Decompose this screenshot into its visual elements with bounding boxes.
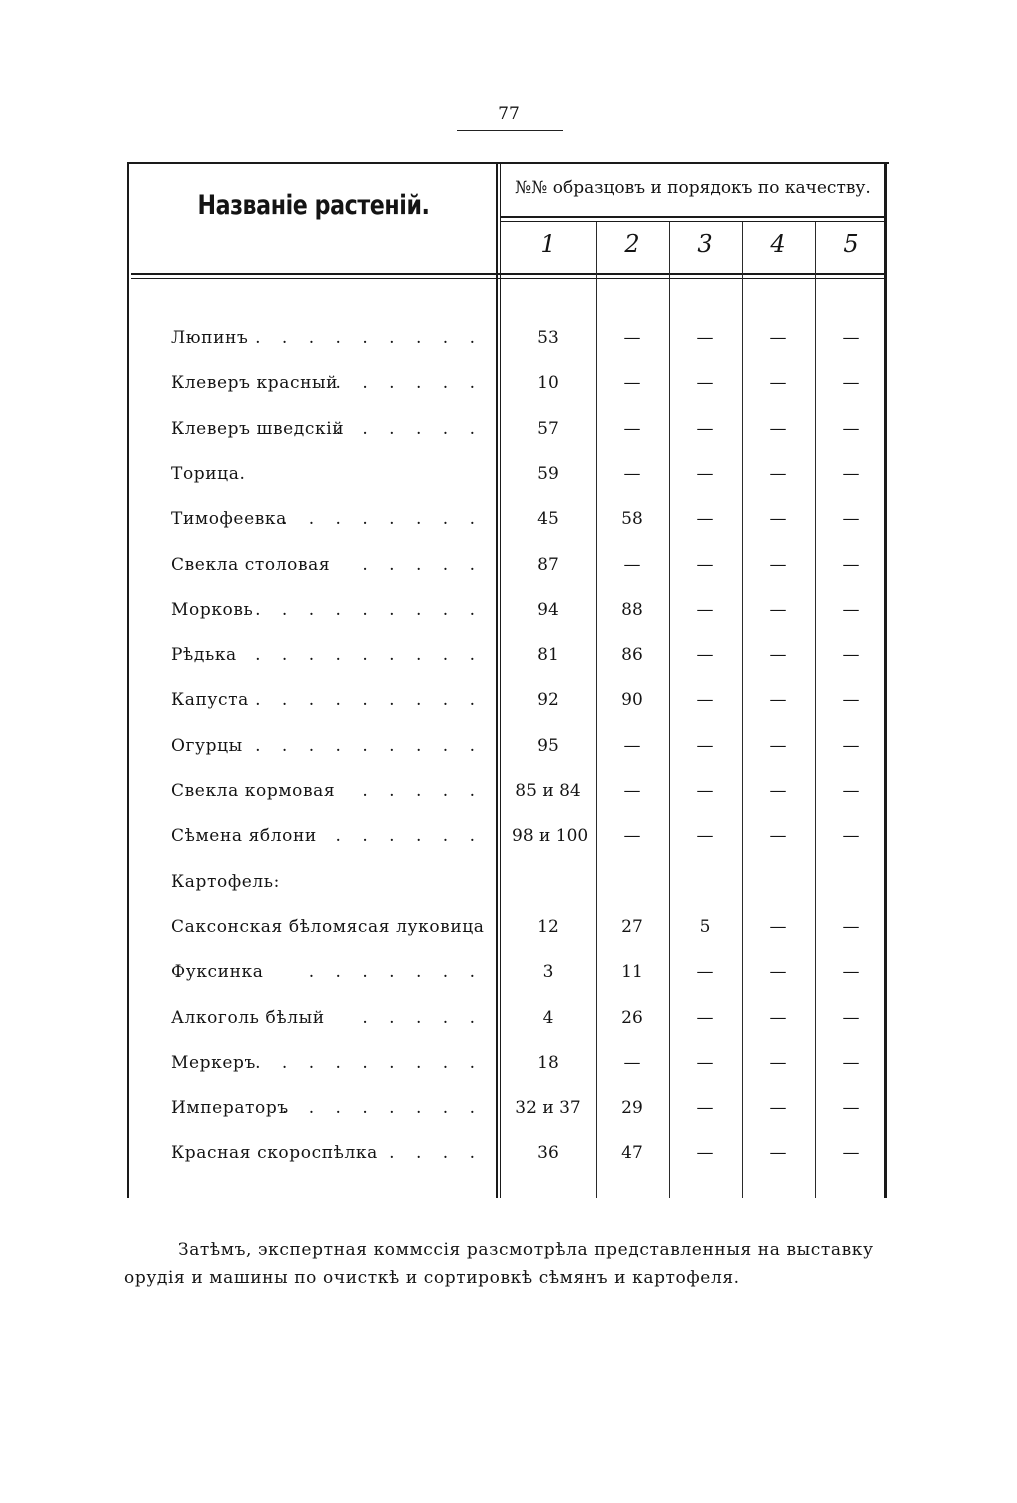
sample-cell-3: —	[696, 373, 714, 394]
sample-cell-5: —	[842, 599, 860, 620]
column-number-1: 1	[540, 230, 556, 258]
sample-cell-3: —	[696, 1143, 714, 1164]
table-row	[127, 555, 889, 585]
plant-name	[171, 736, 489, 756]
plant-name	[171, 1098, 489, 1118]
sample-cell-2: 26	[621, 1007, 643, 1028]
plant-name	[171, 373, 489, 393]
sample-cell-1: 12	[537, 916, 559, 937]
table-row	[127, 328, 889, 358]
leader-dots: . . . . . . .	[308, 962, 483, 983]
plant-name-text: Сѣмена яблони	[171, 826, 317, 847]
plant-name-text: Картофель:	[171, 871, 280, 892]
sample-cell-4: —	[769, 509, 787, 530]
leader-dots: . . . . . . . . .	[255, 735, 483, 756]
sample-cell-5: —	[842, 690, 860, 711]
plant-name-text: Торица.	[171, 463, 246, 484]
plant-name	[171, 872, 489, 892]
plant-name	[171, 690, 489, 710]
plant-name-text: Фуксинка	[171, 962, 264, 983]
sample-cell-3: —	[696, 690, 714, 711]
table-row	[127, 1008, 889, 1038]
sample-cell-3: —	[696, 1098, 714, 1119]
sample-cell-1: 10	[537, 373, 559, 394]
header-rule	[131, 273, 884, 275]
table-row	[127, 373, 889, 403]
plant-name-text: Меркеръ	[171, 1052, 256, 1073]
sample-cell-1: 59	[537, 463, 559, 484]
sample-cell-2: 88	[621, 599, 643, 620]
plants-table	[127, 162, 889, 1198]
leader-dots: . . . . . . . .	[281, 1098, 483, 1119]
sample-cell-2: 11	[621, 962, 643, 983]
sample-cell-3: —	[696, 826, 714, 847]
sample-cell-2: —	[623, 735, 641, 756]
table-row	[127, 464, 889, 494]
sample-cell-4: —	[769, 463, 787, 484]
plant-name	[171, 781, 489, 801]
sample-cell-4: —	[769, 554, 787, 575]
sample-cell-3: —	[696, 554, 714, 575]
sample-cell-5: —	[842, 1052, 860, 1073]
plant-name	[171, 464, 489, 484]
sample-cell-5: —	[842, 418, 860, 439]
sample-cell-3: —	[696, 509, 714, 530]
page-number: 77	[498, 104, 520, 124]
sample-cell-2: —	[623, 1052, 641, 1073]
sample-cell-1: 95	[537, 735, 559, 756]
plant-name-text: Огурцы	[171, 735, 243, 756]
leader-dots: . . . . . . . . .	[255, 645, 483, 666]
sample-cell-2: —	[623, 328, 641, 348]
leader-dots: . . . . .	[362, 554, 483, 575]
table-border-right	[884, 162, 887, 1198]
sample-cell-5: —	[842, 1098, 860, 1119]
sample-cell-1: 53	[537, 328, 559, 348]
samples-header: №№ образцовъ и порядокъ по качеству.	[515, 178, 871, 198]
table-row	[127, 509, 889, 539]
sample-cell-4: —	[769, 328, 787, 348]
plant-name	[171, 826, 489, 846]
plant-name	[171, 509, 489, 529]
sample-cell-2: 47	[621, 1143, 643, 1164]
sample-cell-3: —	[696, 1052, 714, 1073]
sample-cell-4: —	[769, 781, 787, 801]
sample-cell-4: —	[769, 1007, 787, 1028]
plant-name	[171, 645, 489, 665]
plant-name-text: Алкоголь бѣлый	[171, 1007, 325, 1028]
plant-name-text: Саксонская бѣломясая луковица	[171, 916, 485, 937]
table-row	[127, 645, 889, 675]
leader-dots: . . . .	[389, 1143, 483, 1164]
sample-cell-1: 3	[542, 962, 554, 983]
leader-dots: . . . . . .	[335, 418, 483, 439]
table-row	[127, 1053, 889, 1083]
table-border-left	[127, 162, 129, 1198]
sample-cell-2: 29	[621, 1098, 643, 1119]
sample-cell-2: —	[623, 418, 641, 439]
sample-cell-4: —	[769, 373, 787, 394]
page-number-rule	[457, 130, 563, 131]
sample-cell-2: 90	[621, 690, 643, 711]
plant-name	[171, 1008, 489, 1028]
sample-cell-4: —	[769, 690, 787, 711]
leader-dots: . . . . . . . .	[281, 509, 483, 530]
table-row	[127, 872, 889, 902]
leader-dots: . . . . .	[362, 1007, 483, 1028]
sample-cell-3: —	[696, 328, 714, 348]
sample-cell-2: —	[623, 554, 641, 575]
sample-cell-5: —	[842, 916, 860, 937]
sample-cell-3: —	[696, 1007, 714, 1028]
plant-name	[171, 1053, 489, 1073]
sample-cell-5: —	[842, 463, 860, 484]
sample-cell-1: 92	[537, 690, 559, 711]
leader-dots: . . . . . .	[335, 826, 483, 847]
sample-cell-3: —	[696, 645, 714, 666]
sample-cell-1: 87	[537, 554, 559, 575]
plant-name	[171, 328, 489, 348]
sample-cell-3: —	[696, 418, 714, 439]
header-rule-secondary	[131, 278, 884, 279]
sample-cell-5: —	[842, 735, 860, 756]
sample-cell-2: —	[623, 373, 641, 394]
table-border-top	[127, 162, 889, 164]
column-number-4: 4	[770, 230, 786, 258]
sample-cell-5: —	[842, 826, 860, 847]
sample-cell-4: —	[769, 1143, 787, 1164]
table-row	[127, 781, 889, 811]
sample-cell-5: —	[842, 509, 860, 530]
sample-cell-1: 94	[537, 599, 559, 620]
table-row	[127, 419, 889, 449]
plant-name-text: Клеверъ красный	[171, 373, 339, 394]
plant-name-text: Красная скороспѣлка	[171, 1143, 378, 1164]
table-row	[127, 1098, 889, 1128]
sample-cell-4: —	[769, 962, 787, 983]
plant-name-text: Рѣдька	[171, 645, 237, 666]
leader-dots: . . . . . . . . .	[255, 599, 483, 620]
plant-name-text: Клеверъ шведскій	[171, 418, 345, 439]
samples-header-rule-secondary	[501, 221, 884, 222]
plant-name-text: Люпинъ	[171, 328, 249, 348]
sample-cell-5: —	[842, 554, 860, 575]
plant-name	[171, 555, 489, 575]
plant-name-header: Названіе растеній.	[197, 190, 430, 221]
sample-cell-1: 4	[542, 1007, 554, 1028]
column-number-2: 2	[624, 230, 640, 258]
table-row	[127, 1143, 889, 1173]
sample-cell-1: 45	[537, 509, 559, 530]
sample-cell-1: 18	[537, 1052, 559, 1073]
plant-name	[171, 962, 489, 982]
name-column-rule	[496, 164, 498, 1198]
sample-cell-3: —	[696, 962, 714, 983]
sample-cell-4: —	[769, 1098, 787, 1119]
plant-name-text: Свекла кормовая	[171, 781, 336, 801]
plant-name-text: Свекла столовая	[171, 554, 331, 575]
sample-cell-2: 58	[621, 509, 643, 530]
leader-dots: . . . . . . . . .	[255, 690, 483, 711]
table-row	[127, 690, 889, 720]
sample-cell-5: —	[842, 1143, 860, 1164]
column-number-5: 5	[843, 230, 859, 258]
sample-cell-5: —	[842, 781, 860, 801]
name-column-rule-secondary	[500, 164, 501, 1198]
leader-dots: . . . . . .	[335, 373, 483, 394]
sample-cell-1: 36	[537, 1143, 559, 1164]
leader-dots: . . . . .	[362, 781, 483, 801]
sample-cell-4: —	[769, 1052, 787, 1073]
sample-cell-4: —	[769, 599, 787, 620]
samples-header-rule	[501, 216, 884, 218]
footer-line-1: Затѣмъ, экспертная коммссія разсмотрѣла представленныя на выставку	[178, 1240, 874, 1260]
plant-name-text: Капуста	[171, 690, 249, 711]
footer-line-2: орудія и машины по очисткѣ и сортировкѣ сѣмянъ и картофеля.	[124, 1268, 740, 1288]
plant-name-text: Тимофеевка	[171, 509, 287, 530]
sample-cell-2: 27	[621, 916, 643, 937]
sample-cell-5: —	[842, 328, 860, 348]
plant-name	[171, 1143, 489, 1163]
footer-paragraph	[124, 1236, 882, 1292]
table-row	[127, 962, 889, 992]
table-row	[127, 600, 889, 630]
table-row	[127, 917, 889, 947]
sample-cell-5: —	[842, 962, 860, 983]
sample-cell-1: 32 и 37	[515, 1098, 581, 1119]
sample-cell-3: —	[696, 781, 714, 801]
sample-cell-3: 5	[699, 916, 711, 937]
sample-cell-5: —	[842, 1007, 860, 1028]
plant-name	[171, 419, 489, 439]
sample-cell-4: —	[769, 735, 787, 756]
sample-cell-1: 57	[537, 418, 559, 439]
sample-cell-4: —	[769, 826, 787, 847]
table-row	[127, 826, 889, 856]
sample-cell-3: —	[696, 735, 714, 756]
leader-dots: . . . . . . . . .	[255, 328, 483, 348]
sample-cell-4: —	[769, 916, 787, 937]
plant-name	[171, 917, 489, 937]
sample-cell-2: —	[623, 781, 641, 801]
plant-name	[171, 600, 489, 620]
sample-cell-1: 85 и 84	[515, 781, 581, 801]
leader-dots: . . . . . . . . .	[255, 1052, 483, 1073]
plant-name-text: Морковь	[171, 599, 254, 620]
plant-name-text: Императоръ	[171, 1098, 289, 1119]
sample-cell-1: 98 и 100	[512, 826, 589, 847]
sample-cell-2: 86	[621, 645, 643, 666]
sample-cell-4: —	[769, 645, 787, 666]
sample-cell-1: 81	[537, 645, 559, 666]
sample-cell-3: —	[696, 599, 714, 620]
sample-cell-5: —	[842, 373, 860, 394]
sample-cell-4: —	[769, 418, 787, 439]
sample-cell-2: —	[623, 826, 641, 847]
sample-cell-3: —	[696, 463, 714, 484]
sample-cell-5: —	[842, 645, 860, 666]
sample-cell-2: —	[623, 463, 641, 484]
table-row	[127, 736, 889, 766]
column-number-3: 3	[697, 230, 713, 258]
